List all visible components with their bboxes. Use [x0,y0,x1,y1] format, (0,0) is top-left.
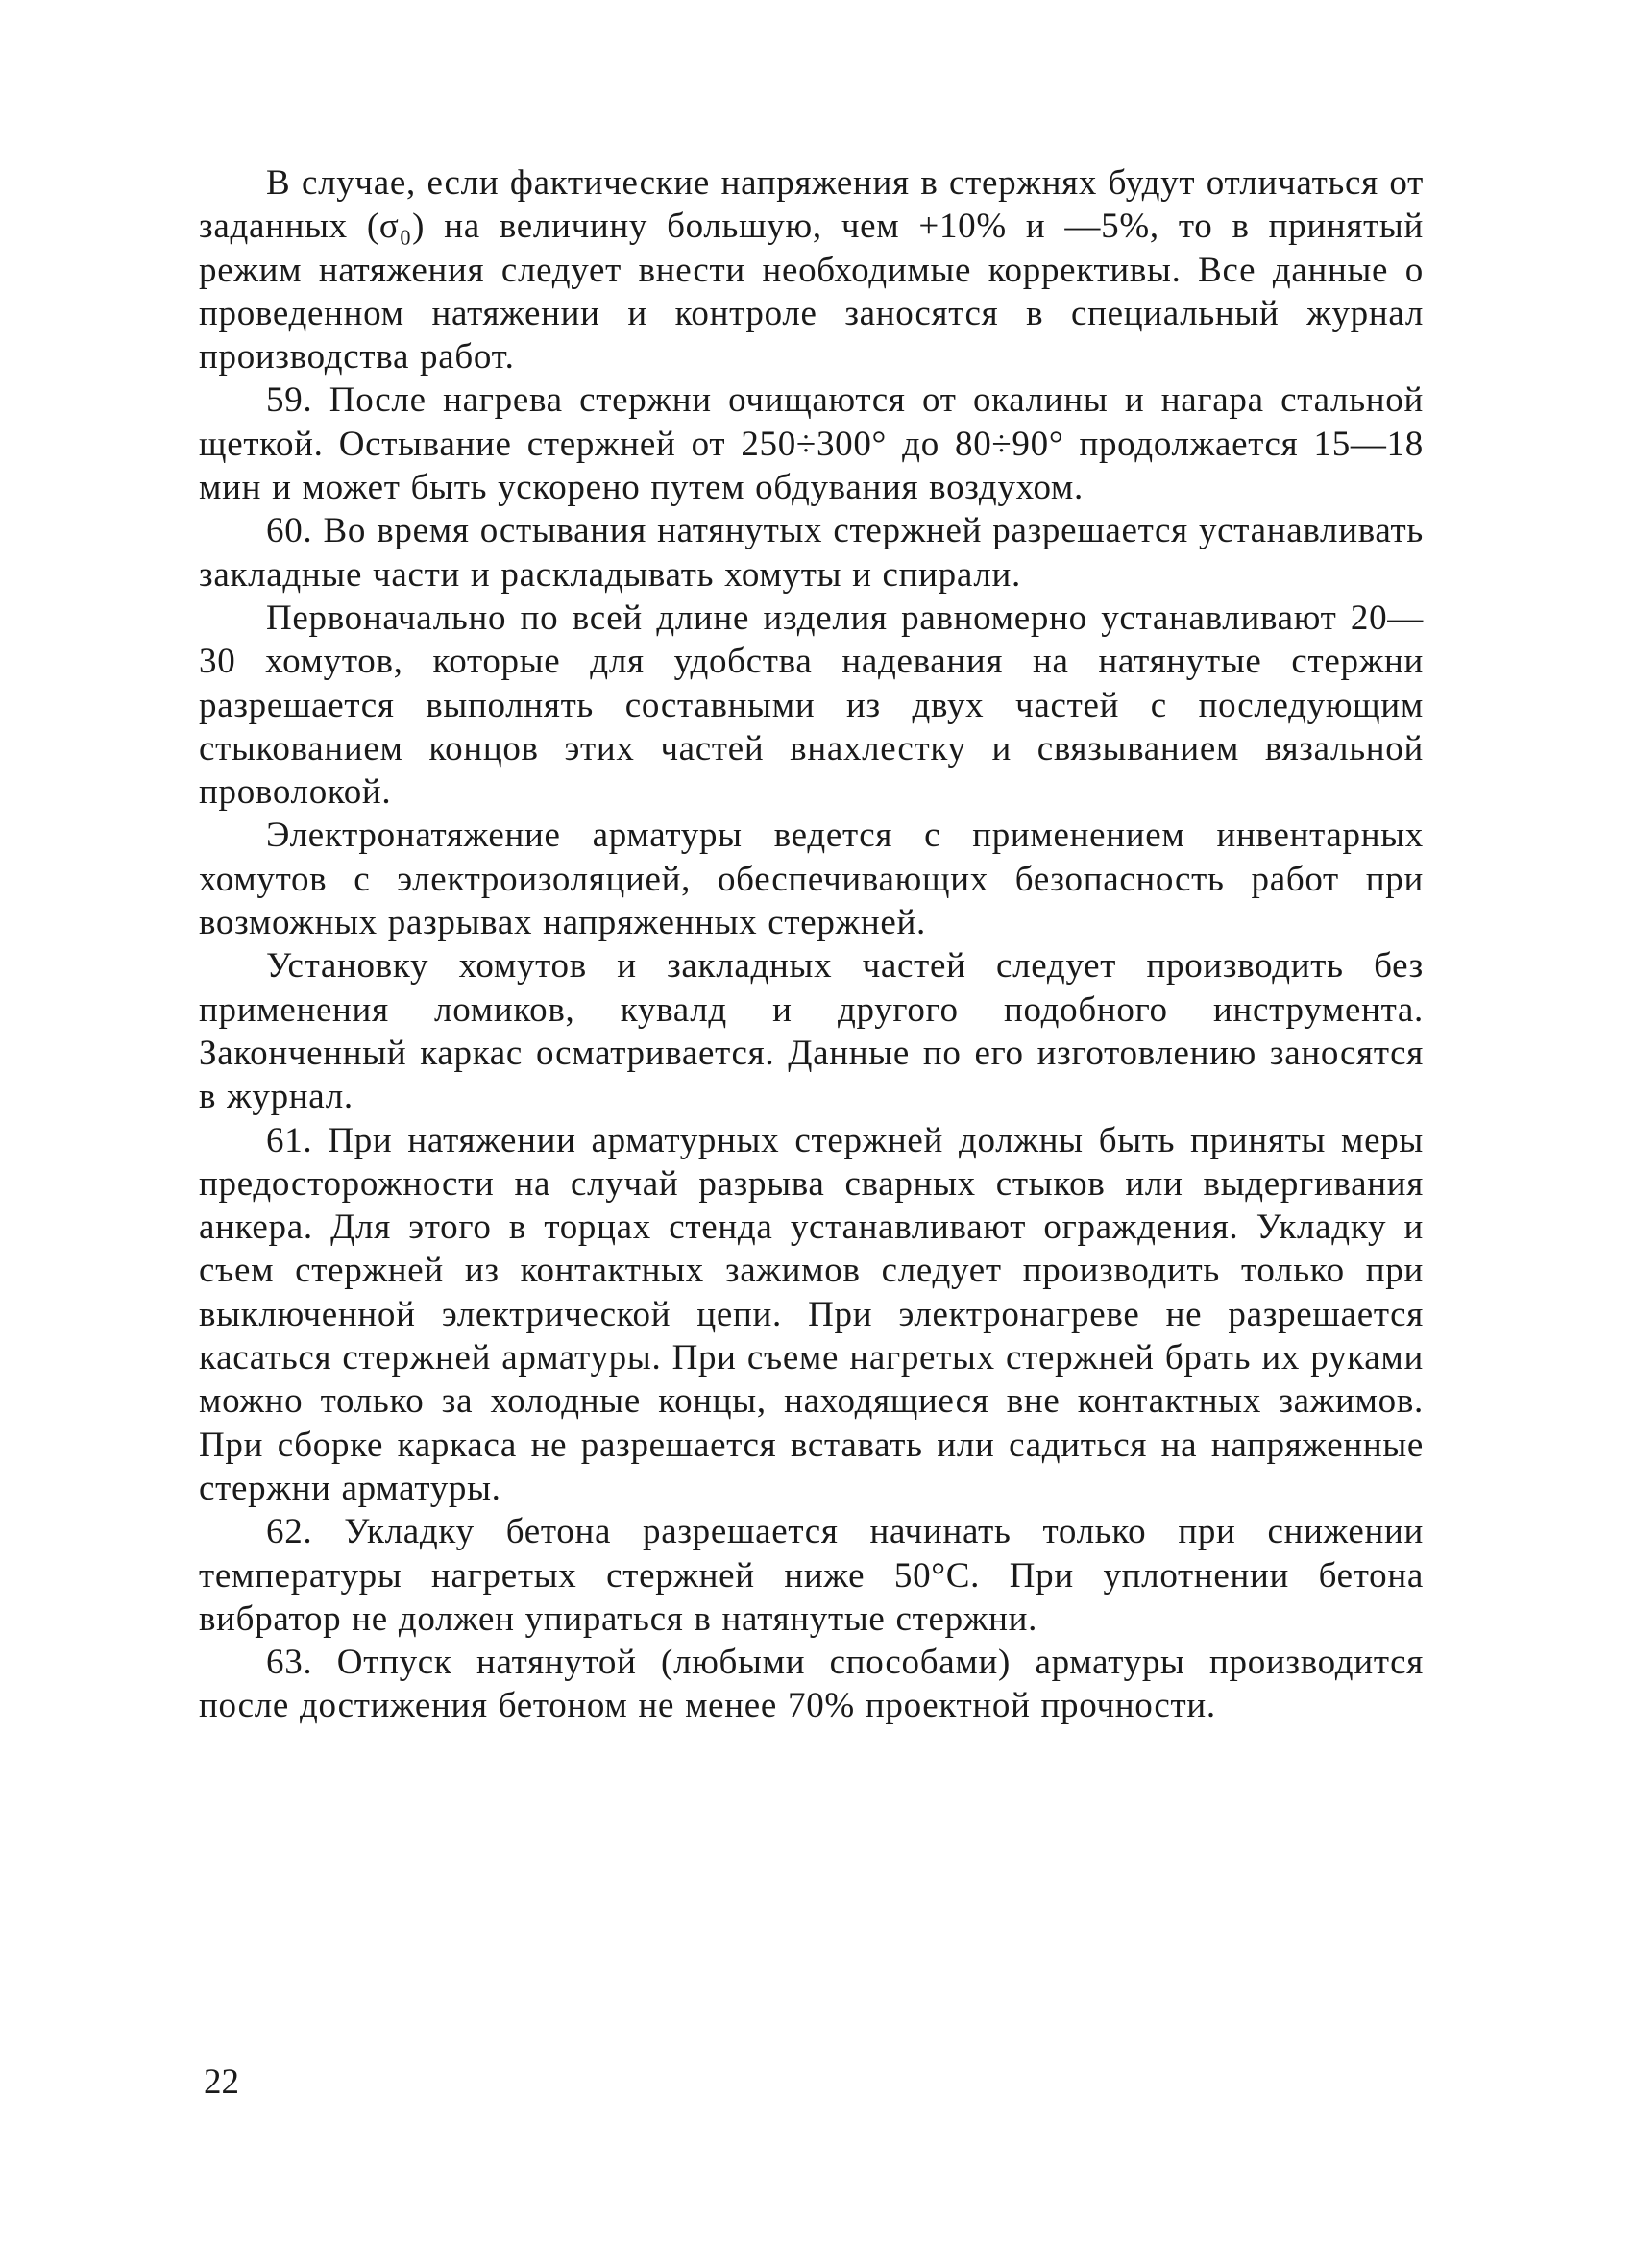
paragraph-installation-rules: Установку хомутов и закладных частей следует производить без применения ломиков, кувалд и другого подобного инструмента. Законченный каркас осматривается. Данные по его изготовлению заносятся в журнал. [199,946,1424,1117]
paragraph-59: 59. После нагрева стержни очищаются от окалины и нагара стальной щеткой. Остывание стержней от 250÷300° до 80÷90° продолжается 15—18 мин и может быть ускорено путем обдувания воздухом. [199,380,1424,508]
paragraph-61: 61. При натяжении арматурных стержней должны быть приняты меры предосторожности на случай разрыва сварных стыков или выдергивания анкера. Для этого в торцах стенда устанавливают ограждения. Укладку и съем стержней из контактных зажимов следует производить только при выключенной электрической цепи. При электронагреве не разрешается касаться стержней арматуры. При съеме нагретых стержней брать их руками можно только за холодные концы, находящиеся вне контактных зажимов. При сборке каркаса не разрешается вставать или садиться на напряженные стержни арматуры. [199,1120,1424,1508]
paragraph-63: 63. Отпуск натянутой (любыми способами) арматуры производится после достижения бетоном не менее 70% проектной прочности. [199,1643,1424,1726]
paragraph-stress-deviation: В случае, если фактические напряжения в стержнях будут отличаться от заданных (σ₀) на величину большую, чем +10% и —5%, то в принятый режим натяжения следует внести необходимые коррективы. Все данные о проведенном натяжении и контроле заносятся в специальный журнал производства работ. [199,163,1424,378]
paragraph-60: 60. Во время остывания натянутых стержней разрешается устанавливать закладные части и раскладывать хомуты и спирали. [199,511,1424,595]
paragraph-electro-tension: Электронатяжение арматуры ведется с применением инвентарных хомутов с электроизоляцией, обеспечивающих безопасность работ при возможных разрывах напряженных стержней. [199,816,1424,943]
paragraph-clamps-install: Первоначально по всей длине изделия равномерно устанавливают 20—30 хомутов, которые для удобства надевания на натянутые стержни разрешается выполнять составными из двух частей с последующим стыкованием концов этих частей внахлестку и связыванием вязальной проволокой. [199,597,1424,813]
page-number: 22 [204,2062,239,2102]
page-body [199,161,1424,1728]
paragraph-62: 62. Укладку бетона разрешается начинать только при снижении температуры нагретых стержней ниже 50°С. При уплотнении бетона вибратор не должен упираться в натянутые стержни. [199,1512,1424,1639]
